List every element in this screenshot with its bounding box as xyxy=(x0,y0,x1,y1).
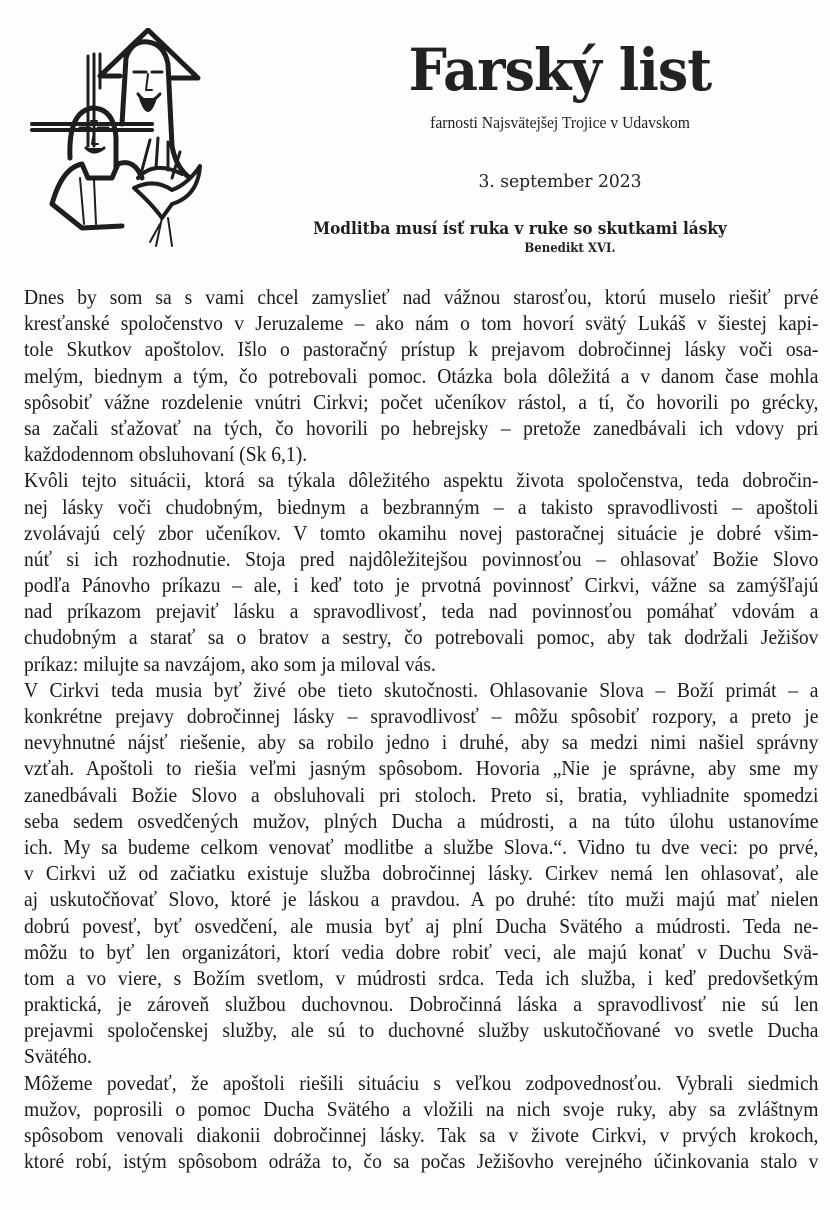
article-line: Kvôli tejto situácii, ktorá sa týkala dôležitého aspektu života spoločenstva, teda dobročin- xyxy=(24,468,819,493)
newsletter-title: Farský list xyxy=(408,36,712,104)
article-line: nej lásky voči chudobným, biednym a bezbranným – a takisto spravodlivosti – apoštoli xyxy=(24,494,819,519)
article-title: Modlitba musí ísť ruka v ruke so skutkami lásky xyxy=(313,219,727,239)
article-line: Dnes by som sa s vami chcel zamyslieť nad vážnou starosťou, ktorú muselo riešiť prvé xyxy=(24,285,819,309)
trinity-logo-icon xyxy=(22,28,222,250)
article-line: môžu to byť len organizátori, ktorí vedia dobre robiť veci, ale majú konať v Duchu Svä- xyxy=(24,939,819,964)
article-line: kresťanské spoločenstvo v Jeruzaleme – ako nám o tom hovorí svätý Lukáš v šiestej kapi- xyxy=(24,311,819,336)
parish-subtitle: farnosti Najsvätejšej Trojice v Udavskom xyxy=(430,113,690,132)
article-line: prejavmi spoločenskej služby, ale sú to duchovné služby uskutočňované vo svetle Ducha xyxy=(24,1018,819,1043)
article-line: príkaz: milujte sa navzájom, ako som ja miloval vás. xyxy=(24,651,436,676)
article-line: zanedbávali Božie Slovo a obsluhovali pri stoloch. Preto si, bratia, vyhliadnite spomedzi xyxy=(24,782,819,807)
article-line: vzťah. Apoštoli to riešia veľmi jasným spôsobom. Hovoria „Nie je správne, aby sme my xyxy=(24,756,819,781)
article-line: mužov, poprosili o pomoc Ducha Svätého a vložili na nich svoje ruky, aby sa zvláštnym xyxy=(24,1096,819,1121)
article-line: núť si ich rozhodnutie. Stoja pred najdôležitejšou povinnosťou – ohlasovať Božie Slovo xyxy=(24,546,819,571)
article-line: tom a vo viere, s Božím svetlom, v múdrosti srdca. Teda ich služba, i keď predovšetkým xyxy=(24,965,819,990)
article-line: spôsobiť vážne rozdelenie vnútri Cirkvi; počet učeníkov rástol, a tí, čo hovorili po grécky, xyxy=(24,389,819,414)
article-line: podľa Pánovho príkazu – ale, i keď toto je prvotná povinnosť Cirkvi, vážne sa zamýšľajú xyxy=(24,573,819,598)
article-line: tole Skutkov apoštolov. Išlo o pastoračný prístup k prejavom dobročinnej lásky voči osa- xyxy=(24,337,819,362)
article-line: v Cirkvi už od začiatku existuje služba dobročinnej lásky. Cirkev nemá len ohlasovať, ale xyxy=(24,861,819,886)
issue-date: 3. september 2023 xyxy=(478,171,642,192)
article-line: V Cirkvi teda musia byť živé obe tieto skutočnosti. Ohlasovanie Slova – Boží primát – a xyxy=(24,677,819,702)
article-line: nad príkazom prejaviť lásku a spravodlivosť, teda nad povinnosťou pomáhať vdovám a xyxy=(24,599,819,624)
article-line: chudobným a starať sa o bratov a sestry, čo potrebovali pomoc, aby tak dodržali Ježišov xyxy=(24,625,819,650)
article-line: Môžeme povedať, že apoštoli riešili situáciu s veľkou zodpovednosťou. Vybrali siedmich xyxy=(24,1070,819,1095)
article-line: sa začali sťažovať na tých, čo hovorili po hebrejsky – pretože zanedbávali ich vdovy pri xyxy=(24,415,819,440)
article-author: Benedikt XVI. xyxy=(524,241,616,256)
article-line: dobrú povesť, byť osvedčení, ale musia byť aj plní Ducha Svätého a múdrosti. Teda ne- xyxy=(24,913,819,938)
article-line: Svätého. xyxy=(24,1044,92,1069)
article-line: melým, biednym a tým, čo potrebovali pomoc. Otázka bola dôležitá a v danom čase mohla xyxy=(24,363,819,388)
article-line: každodennom obsluhovaní (Sk 6,1). xyxy=(24,442,308,467)
article-body xyxy=(24,284,819,1174)
article-line: konkrétne prejavy dobročinnej lásky – spravodlivosť – môžu spôsobiť rozpory, a preto je xyxy=(24,704,819,728)
article-line: nevyhnutné nájsť riešenie, aby sa robilo jedno i druhé, aby sa medzi nimi našiel správny xyxy=(24,730,819,755)
article-line: ktoré robí, istým spôsobom odráža to, čo sa počas Ježišovho verejného účinkovania stalo v xyxy=(24,1149,819,1174)
article-line: spôsobom venovali diakonii dobročinnej lásky. Tak sa v živote Cirkvi, v prvých krokoch, xyxy=(24,1123,819,1147)
article-line: ich. My sa budeme celkom venovať modlitbe a službe Slova.“. Vidno tu dve veci: po prvé, xyxy=(24,834,819,859)
article-line: praktická, je zároveň službou duchovnou. Dobročinná láska a spravodlivosť nie sú len xyxy=(24,992,819,1017)
article-line: zvolávajú celý zbor učeníkov. V tomto okamihu novej pastoračnej situácie je dobré všim- xyxy=(24,520,819,545)
article-line: seba sedem osvedčených mužov, plných Ducha a múdrosti, a na túto úlohu ustanovíme xyxy=(24,808,819,833)
article-line: aj uskutočňovať Slovo, ktoré je láskou a pravdou. A po druhé: títo muži majú mať nielen xyxy=(24,887,819,912)
